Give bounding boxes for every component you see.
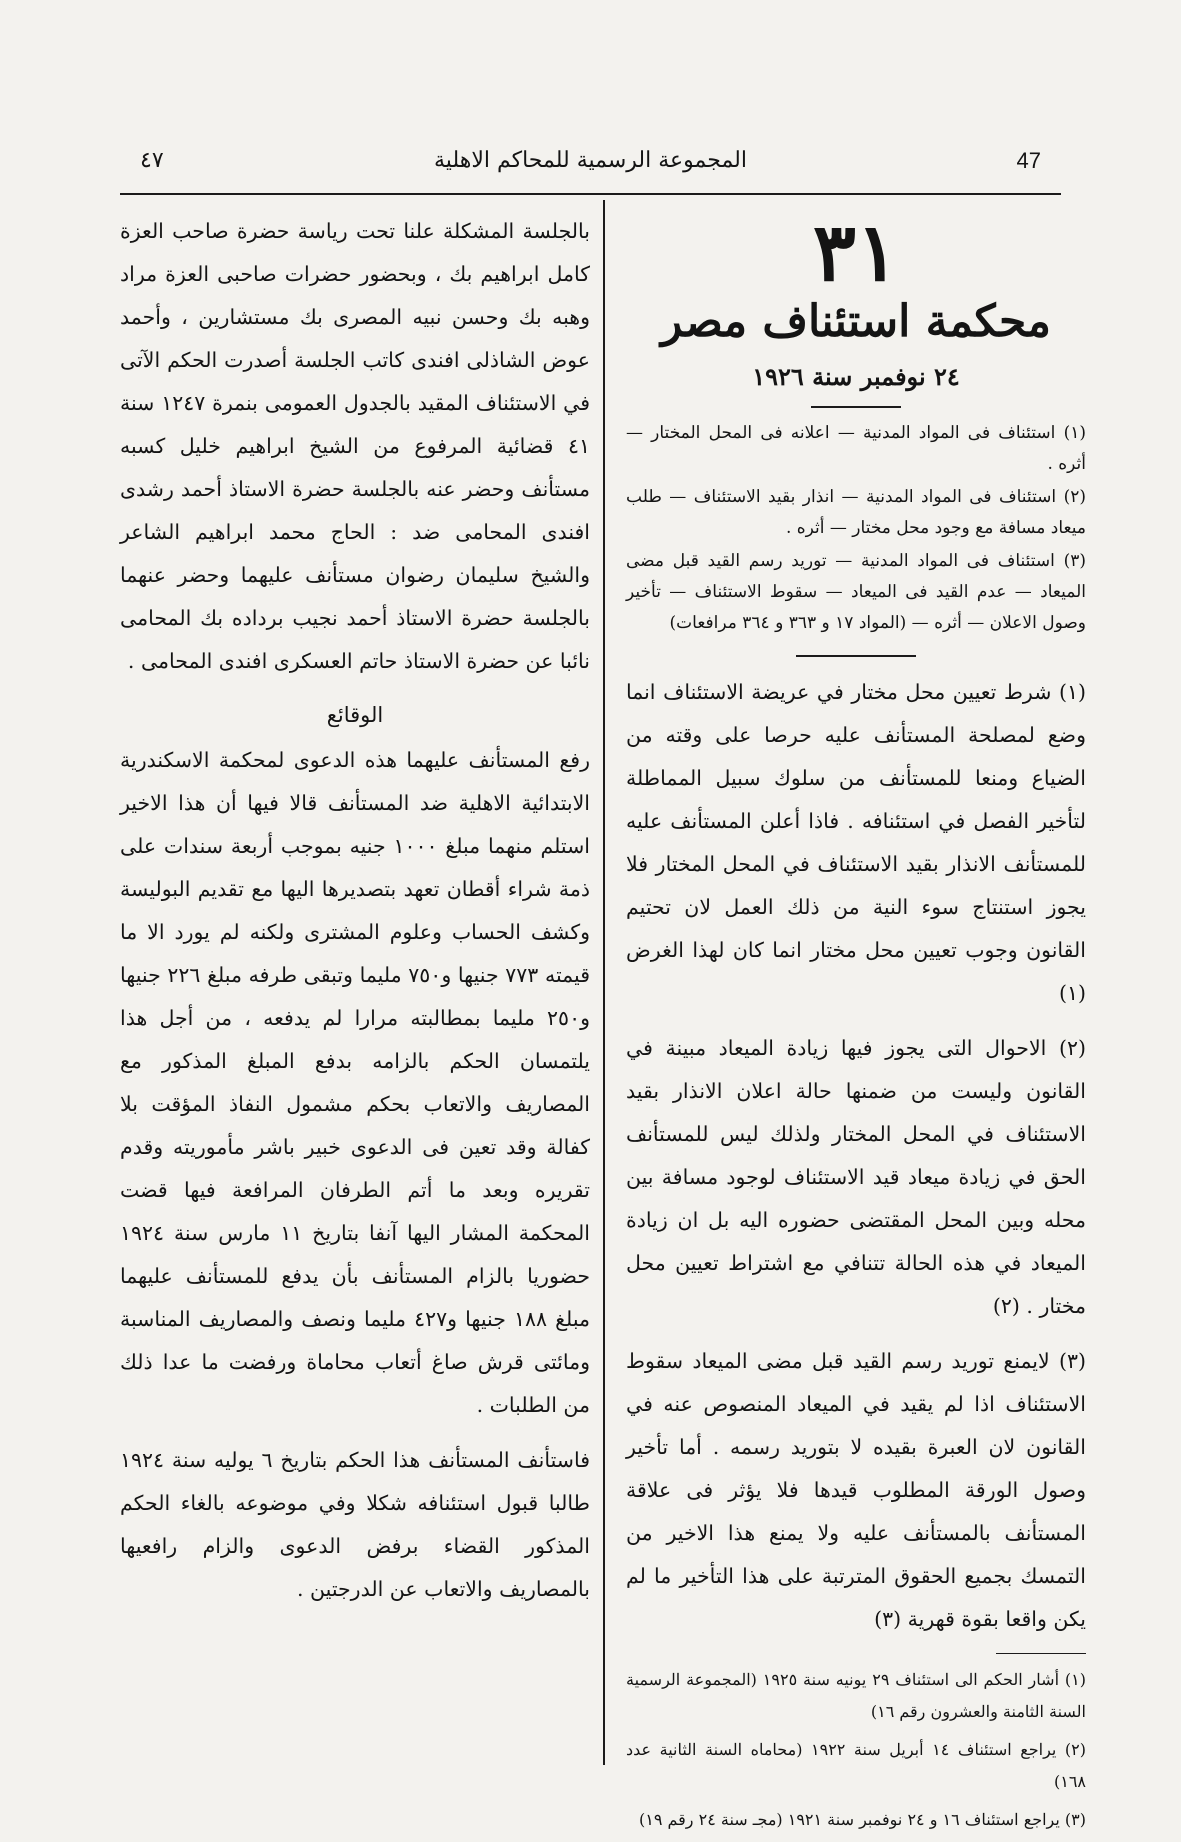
headnote: (٣) استئناف فى المواد المدنية — توريد رسم القيد قبل مضى الميعاد — عدم القيد فى الميعاد — سقوط الاستئناف — تأخير وصول الاعلان — أثره — (المواد ١٧ و ٣٦٣ و ٣٦٤ مرافعات) [626, 551, 1086, 633]
headnote: (١) استئناف فى المواد المدنية — اعلانه فى المحل المختار — أثره . [626, 423, 1086, 474]
headnote: (٢) استئناف فى المواد المدنية — انذار بقيد الاستئناف — طلب ميعاد مسافة مع وجود محل مختار — أثره . [626, 487, 1086, 538]
facts-heading: الوقائع [326, 703, 384, 727]
principle-paragraph: (٢) الاحوال التى يجوز فيها زيادة الميعاد مبينة في القانون وليست من ضمنها حالة اعلان الانذار بقيد الاستئناف في المحل المختار ولذلك ليس للمستأنف الحق في زيادة ميعاد قيد الاستئناف لوجود مسافة بين محله وبين المحل المقتضى حضوره اليه بل ان زيادة الميعاد في هذه الحالة تتنافي مع اشتراط تعيين محل مختار . (٢) [626, 1036, 1086, 1318]
page-number-arabic: ٤٧ [140, 148, 164, 173]
principle-paragraph: (١) شرط تعيين محل مختار في عريضة الاستئناف انما وضع لمصلحة المستأنف عليه حرصا على وقته من الضياع ومنعا للمستأنف من سلوك سبيل المماطلة لتأخير الفصل في استئنافه . فاذا أعلن المستأنف عليه للمستأنف الانذار بقيد الاستئناف في المحل المختار فلا يجوز استنتاج سوء النية من ذلك العمل لان تحتيم القانون وجوب تعيين محل مختار انما كان لهذا الغرض (١) [626, 680, 1086, 1005]
footnote-rule [996, 1653, 1086, 1654]
page-header [120, 148, 1061, 188]
footnote: (٢) يراجع استئناف ١٤ أبريل سنة ١٩٢٢ (محاماه السنة الثانية عدد ١٦٨) [626, 1740, 1086, 1791]
page-number-latin: 47 [1016, 148, 1041, 173]
footnote: (٣) يراجع استئناف ١٦ و ٢٤ نوفمبر سنة ١٩٢١ (مجـ سنة ٢٤ رقم ١٩) [638, 1810, 1086, 1829]
right-column [626, 205, 1086, 1842]
left-column [120, 210, 590, 1623]
header-rule [120, 193, 1061, 195]
column-divider [603, 200, 605, 1765]
judgment-body [120, 210, 590, 1611]
section-rule [796, 655, 916, 657]
running-title: المجموعة الرسمية للمحاكم الاهلية [434, 148, 747, 173]
title-rule [811, 406, 901, 408]
appeal-paragraph: فاستأنف المستأنف هذا الحكم بتاريخ ٦ يوليه سنة ١٩٢٤ طالبا قبول استئنافه شكلا وفي موضوعه بالغاء الحكم المذكور القضاء برفض الدعوى والزام رافعيها بالمصاريف والاتعاب عن الدرجتين . [120, 1448, 591, 1601]
footnote: (١) أشار الحكم الى استئناف ٢٩ يونيه سنة ١٩٢٥ (المجموعة الرسمية السنة الثامنة والعشرون رقم ١٦) [626, 1670, 1086, 1721]
principle-paragraph: (٣) لايمنع توريد رسم القيد قبل مضى الميعاد سقوط الاستئناف اذا لم يقيد في الميعاد المنصوص عنه في القانون لان العبرة بقيده لا بتوريد رسمه . أما تأخير وصول الورقة المطلوب قيدها فلا يؤثر فى علاقة المستأنف بالمستأنف عليه ولا يمنع هذا الاخير من التمسك بجميع الحقوق المترتبة على هذا التأخير ما لم يكن واقعا بقوة قهرية (٣) [626, 1349, 1086, 1631]
case-number: ٣١ [813, 205, 899, 299]
facts-paragraph: رفع المستأنف عليهما هذه الدعوى لمحكمة الاسكندرية الابتدائية الاهلية ضد المستأنف قالا فيها أن هذا الاخير استلم منهما مبلغ ١٠٠٠ جنيه بموجب أربعة سندات على ذمة شراء أقطان تعهد بتصديرها اليها مع تقديم البوليسة وكشف الحساب وعلوم المشترى ولكنه لم يورد الا ما قيمته ٧٧٣ جنيها و٧٥٠ مليما وتبقى طرفه مبلغ ٢٢٦ جنيها و٢٥٠ مليما بمطالبته مرارا لم يدفعه ، من أجل هذا يلتمسان الحكم بالزامه بدفع المبلغ المذكور مع المصاريف والاتعاب بحكم مشمول النفاذ المؤقت بلا كفالة وقد تعين فى الدعوى خبير باشر مأموريته وقدم تقريره وبعد ما أتم الطرفان المرافعة فيها قضت المحكمة المشار اليها آنفا بتاريخ ١١ مارس سنة ١٩٢٤ حضوريا بالزام المستأنف بأن يدفع للمستأنف عليهما مبلغ ١٨٨ جنيها و٤٢٧ مليما ونصف والمصاريف المناسبة ومائتى قرش صاغ أتعاب محاماة ورفضت ما عدا ذلك من الطلبات . [120, 748, 590, 1417]
court-name: محكمة استئناف مصر [661, 296, 1051, 347]
decision-date: ٢٤ نوفمبر سنة ١٩٢٦ [752, 362, 960, 391]
headnotes [626, 418, 1086, 639]
session-paragraph: بالجلسة المشكلة علنا تحت رياسة حضرة صاحب العزة كامل ابراهيم بك ، وبحضور حضرات صاحبى العزة مراد وهبه بك وحسن نبيه المصرى بك مستشارين ، وأحمد عوض الشاذلى افندى كاتب الجلسة أصدرت الحكم الآتى في الاستئناف المقيد بالجدول العمومى بنمرة ١٢٤٧ سنة ٤١ قضائية المرفوع من الشيخ ابراهيم خليل كسبه مستأنف وحضر عنه بالجلسة حضرة الاستاذ أحمد رشدى افندى المحامى ضد : الحاج محمد ابراهيم الشاعر والشيخ سليمان رضوان مستأنف عليهما وحضر عنهما بالجلسة حضرة الاستاذ أحمد نجيب برداده بك المحامى نائبا عن حضرة الاستاذ حاتم العسكرى افندى المحامى . [120, 219, 590, 673]
footnotes [626, 1664, 1086, 1836]
legal-principles [626, 671, 1086, 1641]
